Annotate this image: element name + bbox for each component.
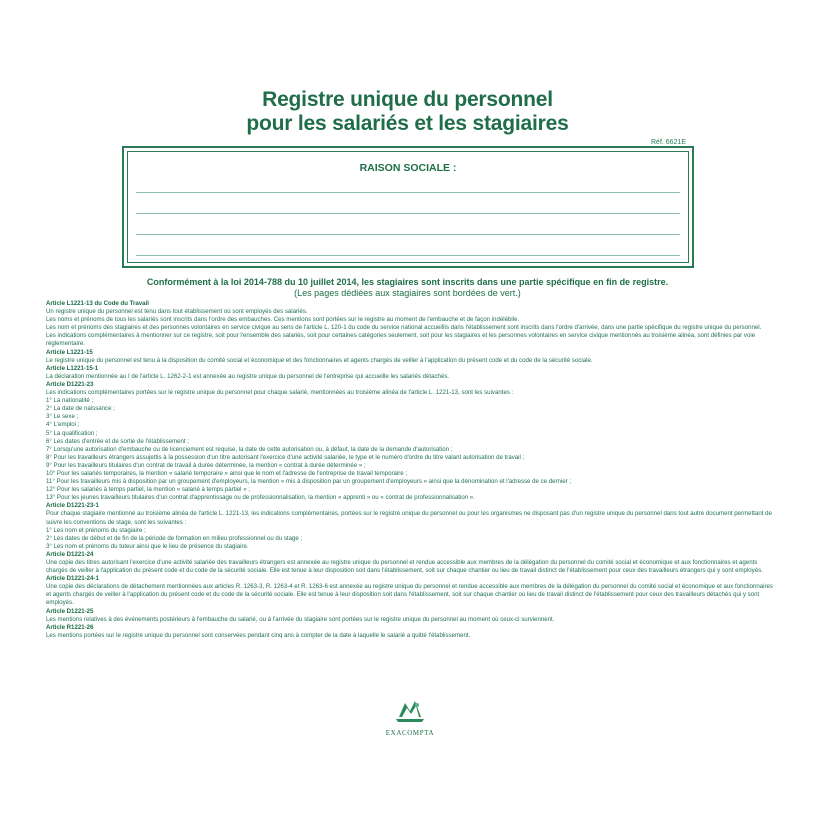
article-heading: Article L1221-15-1 [46, 364, 99, 372]
exacompta-logo-icon [393, 697, 427, 723]
article-heading: Article D1221-23 [46, 380, 94, 388]
article-heading: Article L1221-15 [46, 348, 93, 356]
article-text: 2° Les dates de début et de fin de la période de formation en milieu professionnel ou du stage ; [46, 534, 303, 542]
article-text: Les mentions portées sur le registre unique du personnel sont conservées pendant cinq ans à compter de la date à laquelle le salarié a quitté l'établissement. [46, 631, 471, 639]
title-line-1: Registre unique du personnel [262, 88, 553, 111]
article-text: Les indications complémentaires portées sur le registre unique du personnel pour chaque salarié, mentionnées au troisième alinéa de l'article L. 1221-13, sont les suivantes : [46, 389, 514, 397]
article-text: Une copie des déclarations de détachement mentionnées aux articles R. 1263-3, R. 1263-4 et R. 1263-6 est annexée au registre unique du personnel et rendue accessible aux membres de la délégation du personnel du comité social et économique et aux fonctionnaires et agents chargés de veiller à l'application du présent code et du code de la sécurité sociale. Elle est tenue à leur disposition soit dans l'établissement, soit sur chaque chantier ou lieu de travail distinct de l'établissement pour ceux des travailleurs détachés qui y sont employés. [46, 583, 773, 607]
article-text: 3° Les nom et prénoms du tuteur ainsi que le lieu de présence du stagiaire. [46, 542, 249, 550]
article-text: La déclaration mentionnée au I de l'article L. 1262-2-1 est annexée au registre unique du personnel de l'entreprise qui accueille les salariés détachés. [46, 372, 450, 380]
article-text: 13° Pour les jeunes travailleurs titulaires d'un contrat d'apprentissage ou de professionnalisation, la mention « apprenti » ou « contrat de professionnalisation ». [46, 494, 475, 502]
writing-line [136, 234, 680, 235]
legal-articles [46, 300, 774, 640]
article-heading: Article L1221-13 du Code du Travail [46, 300, 149, 307]
article-text: 12° Pour les salariés à temps partiel, la mention « salarié à temps partiel » ; [46, 486, 250, 494]
article-text: Le registre unique du personnel est tenu à la disposition du comité social et économique et des fonctionnaires et agents chargés de veiller à l'application du présent code et du code de la sécurité sociale. [46, 356, 593, 364]
article-text: 11° Pour les travailleurs mis à disposition par un groupement d'employeurs, la mention « mis à disposition par un groupement d'employeurs » ainsi que la dénomination et l'adresse de ce dernier ; [46, 478, 572, 486]
writing-line [136, 213, 680, 214]
article-text: 10° Pour les salariés temporaires, la mention « salarié temporaire » ainsi que le nom et l'adresse de l'entreprise de travail temporaire ; [46, 469, 408, 477]
article-text: Un registre unique du personnel est tenu dans tout établissement où sont employés des salariés. [46, 308, 308, 316]
title-line-2: pour les salariés et les stagiaires [246, 112, 569, 135]
article-text: Pour chaque stagiaire mentionné au troisième alinéa de l'article L. 1221-13, les indications complémentaires, portées sur le registre unique du personnel ou pour les organismes ne disposant pas d'un registre unique du personnel dans tout autre document permettant de suivre les conventions de stage, sont les suivantes : [46, 510, 772, 526]
conformity-line-2: (Les pages dédiées aux stagiaires sont bordées de vert.) [294, 288, 521, 298]
article-text: 6° Les dates d'entrée et de sortie de l'établissement ; [46, 437, 189, 445]
article-heading: Article D1221-24-1 [46, 575, 99, 583]
raison-sociale-inner-frame [127, 151, 689, 263]
article-heading: Article D1221-25 [46, 607, 94, 615]
article-text: 8° Pour les travailleurs étrangers assujettis à la possession d'un titre autorisant l'exercice d'une activité salariée, le type et le numéro d'ordre du titre valant autorisation de travail ; [46, 453, 525, 461]
article-text: 5° La qualification ; [46, 429, 98, 437]
article-heading: Article R1221-26 [46, 623, 94, 631]
raison-sociale-box [122, 146, 694, 268]
raison-sociale-label: RAISON SOCIALE : [359, 162, 457, 174]
article-text: 9° Pour les travailleurs titulaires d'un contrat de travail à durée déterminée, la mention « contrat à durée déterminée » ; [46, 461, 366, 469]
conformity-notice [0, 277, 815, 299]
article-text: 1° Les nom et prénoms du stagiaire ; [46, 526, 146, 534]
article-text: Les noms et prénoms de tous les salariés sont inscrits dans l'ordre des embauches. Ces mentions sont portées sur le registre au moment de l'embauche et de façon indélébile. [46, 316, 520, 324]
article-text: Les indications complémentaires à mentionner sur ce registre, soit pour l'ensemble des salariés, soit pour certaines catégories seulement, soit pour les stagiaires et les personnes volontaires en service civique mentionnés au troisième alinéa, sont définies par voie réglementaire. [46, 332, 756, 348]
article-text: 4° L'emploi ; [46, 421, 80, 429]
exacompta-logo [380, 697, 440, 737]
writing-line [136, 255, 680, 256]
article-text: Une copie des titres autorisant l'exercice d'une activité salariée des travailleurs étrangers est annexée au registre unique du personnel et rendue accessible aux membres de la délégation du personnel du comité social et économique et aux fonctionnaires et agents chargés de veiller à l'application du présent code et du code de la sécurité sociale. Elle est tenue à leur disposition soit dans l'établissement, soit sur chaque chantier ou lieu de travail distinct de l'établissement pour ceux des travailleurs étrangers qui y sont employés. [46, 559, 763, 575]
article-text: 3° Le sexe ; [46, 413, 79, 421]
article-text: Les nom et prénoms des stagiaires et des personnes volontaires en service civique au sens de l'article L. 120-1 du code du service national accueillis dans l'établissement sont inscrits dans l'ordre d'arrivée, dans une partie spécifique du registre unique du personnel. [46, 324, 762, 332]
article-text: 7° Lorsqu'une autorisation d'embauche ou de licenciement est requise, la date de cette autorisation ou, à défaut, la date de la demande d'autorisation ; [46, 445, 453, 453]
article-text: 1° La nationalité ; [46, 397, 94, 405]
writing-line [136, 192, 680, 193]
article-heading: Article D1221-24 [46, 550, 94, 558]
exacompta-logo-text: EXACOMPTA [385, 729, 435, 737]
page-title [0, 88, 815, 136]
article-text: Les mentions relatives à des événements postérieurs à l'embauche du salarié, ou à l'arrivée du stagiaire sont portées sur le registre unique du personnel au moment où ceux-ci surviennent. [46, 615, 555, 623]
conformity-line-1: Conformément à la loi 2014-788 du 10 juillet 2014, les stagiaires sont inscrits dans une partie spécifique en fin de registre. [146, 277, 669, 287]
article-text: 2° La date de naissance ; [46, 405, 115, 413]
reference-number: Réf. 6621E [651, 139, 687, 146]
article-heading: Article D1221-23-1 [46, 502, 99, 510]
